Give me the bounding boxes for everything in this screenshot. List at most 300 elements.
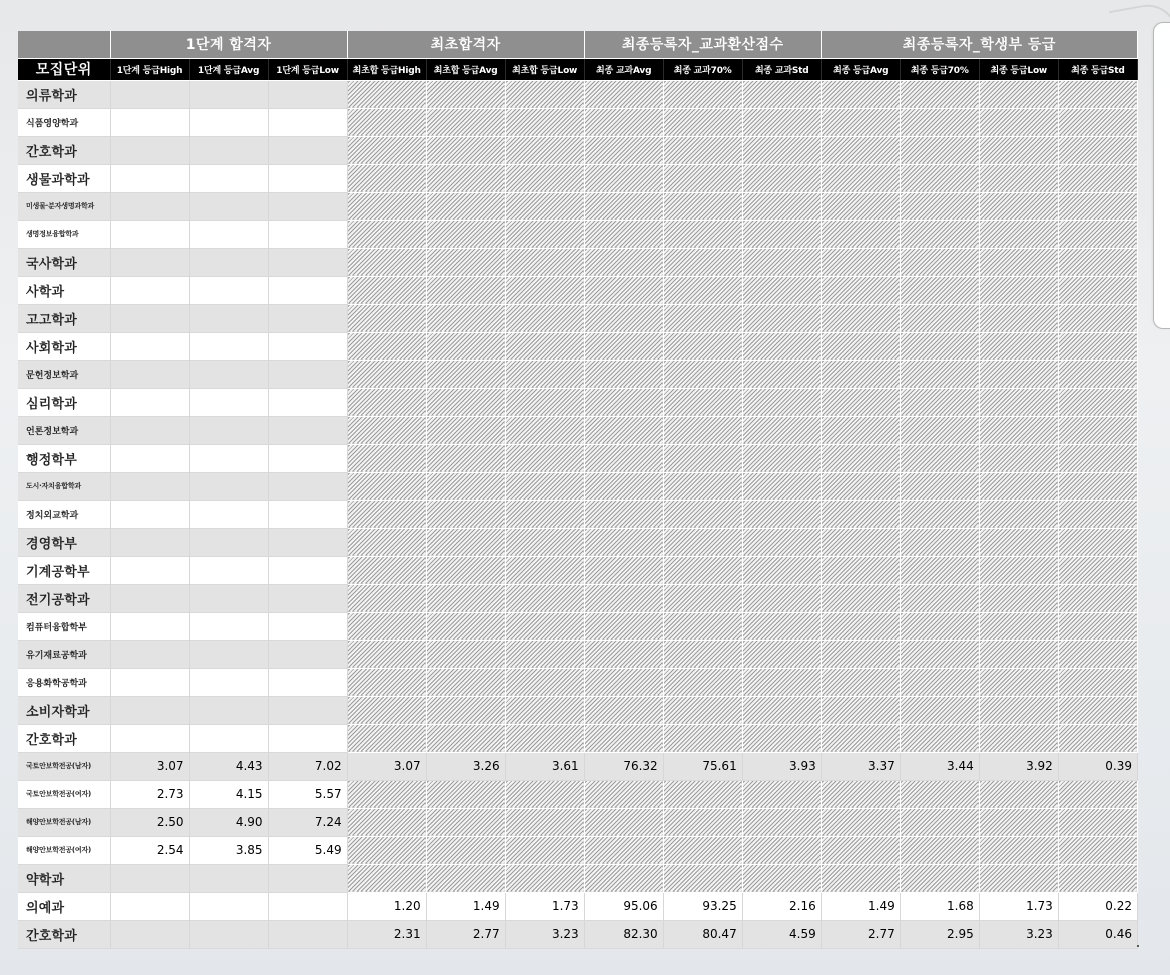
hatched-cell xyxy=(505,192,584,220)
column-header-initial-avg: 최초합 등급Avg xyxy=(426,58,505,80)
row-unit-cell: 전기공학과 xyxy=(18,584,110,612)
hatched-cell xyxy=(426,864,505,892)
hatched-cell xyxy=(821,108,900,136)
hatched-cell xyxy=(426,500,505,528)
hatched-cell xyxy=(505,640,584,668)
hatched-cell xyxy=(821,556,900,584)
table-row xyxy=(18,892,1138,920)
empty-cell xyxy=(189,360,268,388)
hatched-cell xyxy=(347,724,426,752)
hatched-cell xyxy=(584,556,663,584)
empty-cell xyxy=(110,192,189,220)
hatched-cell xyxy=(742,696,821,724)
hatched-cell xyxy=(1058,584,1137,612)
empty-cell xyxy=(189,584,268,612)
hatched-cell xyxy=(663,696,742,724)
hatched-cell xyxy=(821,136,900,164)
empty-cell xyxy=(268,360,347,388)
hatched-cell xyxy=(584,192,663,220)
hatched-cell xyxy=(1058,304,1137,332)
hatched-cell xyxy=(900,220,979,248)
empty-cell xyxy=(268,584,347,612)
hatched-cell xyxy=(821,724,900,752)
admission-results-table xyxy=(18,31,1138,949)
hatched-cell xyxy=(900,864,979,892)
hatched-cell xyxy=(979,360,1058,388)
hatched-cell xyxy=(426,724,505,752)
row-unit-cell: 간호학과 xyxy=(18,136,110,164)
empty-cell xyxy=(268,612,347,640)
hatched-cell xyxy=(742,864,821,892)
hatched-cell xyxy=(505,584,584,612)
hatched-cell xyxy=(1058,500,1137,528)
hatched-cell xyxy=(979,80,1058,108)
column-header-row xyxy=(18,58,1138,80)
hatched-cell xyxy=(426,220,505,248)
hatched-cell xyxy=(742,528,821,556)
value-cell: 3.26 xyxy=(426,752,505,780)
hatched-cell xyxy=(821,444,900,472)
column-header-initial-high: 최초합 등급High xyxy=(347,58,426,80)
hatched-cell xyxy=(347,584,426,612)
hatched-cell xyxy=(1058,416,1137,444)
value-cell: 7.24 xyxy=(268,808,347,836)
hatched-cell xyxy=(1058,612,1137,640)
hatched-cell xyxy=(979,136,1058,164)
hatched-cell xyxy=(505,780,584,808)
hatched-cell xyxy=(426,276,505,304)
table-row xyxy=(18,388,1138,416)
hatched-cell xyxy=(979,808,1058,836)
empty-cell xyxy=(110,920,189,948)
hatched-cell xyxy=(979,220,1058,248)
table-row xyxy=(18,864,1138,892)
hatched-cell xyxy=(663,528,742,556)
hatched-cell xyxy=(347,108,426,136)
hatched-cell xyxy=(663,640,742,668)
hatched-cell xyxy=(347,864,426,892)
hatched-cell xyxy=(584,808,663,836)
hatched-cell xyxy=(584,220,663,248)
empty-cell xyxy=(110,332,189,360)
table-row xyxy=(18,248,1138,276)
empty-cell xyxy=(110,696,189,724)
hatched-cell xyxy=(1058,360,1137,388)
hatched-cell xyxy=(584,668,663,696)
hatched-cell xyxy=(742,640,821,668)
row-unit-cell: 간호학과 xyxy=(18,724,110,752)
hatched-cell xyxy=(742,416,821,444)
hatched-cell xyxy=(900,584,979,612)
hatched-cell xyxy=(347,556,426,584)
hatched-cell xyxy=(900,360,979,388)
empty-cell xyxy=(268,304,347,332)
hatched-cell xyxy=(900,444,979,472)
value-cell: 0.22 xyxy=(1058,892,1137,920)
hatched-cell xyxy=(505,836,584,864)
table-row xyxy=(18,808,1138,836)
hatched-cell xyxy=(900,332,979,360)
table-row xyxy=(18,108,1138,136)
hatched-cell xyxy=(979,836,1058,864)
hatched-cell xyxy=(584,612,663,640)
hatched-cell xyxy=(821,584,900,612)
hatched-cell xyxy=(584,136,663,164)
empty-cell xyxy=(189,472,268,500)
row-unit-cell: 생명정보융합학과 xyxy=(18,220,110,248)
hatched-cell xyxy=(505,388,584,416)
hatched-cell xyxy=(426,360,505,388)
hatched-cell xyxy=(347,220,426,248)
table-row xyxy=(18,668,1138,696)
hatched-cell xyxy=(979,612,1058,640)
empty-cell xyxy=(110,360,189,388)
hatched-cell xyxy=(821,332,900,360)
hatched-cell xyxy=(347,836,426,864)
hatched-cell xyxy=(742,360,821,388)
empty-cell xyxy=(189,388,268,416)
hatched-cell xyxy=(663,108,742,136)
empty-cell xyxy=(110,612,189,640)
empty-cell xyxy=(268,556,347,584)
empty-cell xyxy=(189,164,268,192)
row-unit-cell: 약학과 xyxy=(18,864,110,892)
hatched-cell xyxy=(979,864,1058,892)
column-header-final-score-avg: 최종 교과Avg xyxy=(584,58,663,80)
value-cell: 0.46 xyxy=(1058,920,1137,948)
group-header-stage1: 1단계 합격자 xyxy=(110,31,347,58)
hatched-cell xyxy=(663,612,742,640)
hatched-cell xyxy=(742,444,821,472)
row-unit-cell: 행정학부 xyxy=(18,444,110,472)
hatched-cell xyxy=(979,500,1058,528)
value-cell: 3.61 xyxy=(505,752,584,780)
hatched-cell xyxy=(900,836,979,864)
hatched-cell xyxy=(979,528,1058,556)
hatched-cell xyxy=(663,584,742,612)
hatched-cell xyxy=(584,80,663,108)
empty-cell xyxy=(110,500,189,528)
empty-cell xyxy=(268,416,347,444)
empty-cell xyxy=(110,444,189,472)
hatched-cell xyxy=(742,612,821,640)
hatched-cell xyxy=(979,332,1058,360)
hatched-cell xyxy=(742,248,821,276)
value-cell: 2.31 xyxy=(347,920,426,948)
group-header-final-score: 최종등록자_교과환산점수 xyxy=(584,31,821,58)
empty-cell xyxy=(189,864,268,892)
hatched-cell xyxy=(979,248,1058,276)
hatched-cell xyxy=(742,556,821,584)
empty-cell xyxy=(110,164,189,192)
column-header-final-score-70: 최종 교과70% xyxy=(663,58,742,80)
hatched-cell xyxy=(821,500,900,528)
column-header-unit: 모집단위 xyxy=(18,58,110,80)
empty-cell xyxy=(110,136,189,164)
empty-cell xyxy=(189,80,268,108)
value-cell: 3.23 xyxy=(505,920,584,948)
empty-cell xyxy=(189,304,268,332)
row-unit-cell: 생물과학과 xyxy=(18,164,110,192)
table-row xyxy=(18,220,1138,248)
hatched-cell xyxy=(663,80,742,108)
group-header-final-grade: 최종등록자_학생부 등급 xyxy=(821,31,1137,58)
empty-cell xyxy=(268,80,347,108)
row-unit-cell: 정치외교학과 xyxy=(18,500,110,528)
hatched-cell xyxy=(900,108,979,136)
hatched-cell xyxy=(821,612,900,640)
hatched-cell xyxy=(505,500,584,528)
row-unit-cell: 의예과 xyxy=(18,892,110,920)
empty-cell xyxy=(189,248,268,276)
row-unit-cell: 국사학과 xyxy=(18,248,110,276)
hatched-cell xyxy=(1058,388,1137,416)
hatched-cell xyxy=(505,444,584,472)
hatched-cell xyxy=(742,136,821,164)
hatched-cell xyxy=(821,808,900,836)
empty-cell xyxy=(268,892,347,920)
hatched-cell xyxy=(347,80,426,108)
empty-cell xyxy=(110,472,189,500)
hatched-cell xyxy=(426,528,505,556)
hatched-cell xyxy=(979,668,1058,696)
empty-cell xyxy=(189,724,268,752)
hatched-cell xyxy=(505,136,584,164)
hatched-cell xyxy=(347,192,426,220)
hatched-cell xyxy=(900,192,979,220)
empty-cell xyxy=(268,444,347,472)
value-cell: 3.85 xyxy=(189,836,268,864)
hatched-cell xyxy=(821,220,900,248)
value-cell: 2.77 xyxy=(821,920,900,948)
hatched-cell xyxy=(426,808,505,836)
hatched-cell xyxy=(663,864,742,892)
empty-cell xyxy=(110,724,189,752)
hatched-cell xyxy=(663,668,742,696)
empty-cell xyxy=(189,416,268,444)
table-row xyxy=(18,584,1138,612)
row-unit-cell: 해양안보학전공(여자) xyxy=(18,836,110,864)
hatched-cell xyxy=(979,108,1058,136)
hatched-cell xyxy=(347,780,426,808)
hatched-cell xyxy=(821,304,900,332)
empty-cell xyxy=(110,640,189,668)
hatched-cell xyxy=(505,332,584,360)
table-row xyxy=(18,556,1138,584)
empty-cell xyxy=(189,332,268,360)
empty-cell xyxy=(110,248,189,276)
hatched-cell xyxy=(742,332,821,360)
hatched-cell xyxy=(584,836,663,864)
row-unit-cell: 소비자학과 xyxy=(18,696,110,724)
hatched-cell xyxy=(426,192,505,220)
hatched-cell xyxy=(426,612,505,640)
hatched-cell xyxy=(663,248,742,276)
hatched-cell xyxy=(347,416,426,444)
hatched-cell xyxy=(663,276,742,304)
empty-cell xyxy=(268,108,347,136)
hatched-cell xyxy=(821,416,900,444)
value-cell: 3.92 xyxy=(979,752,1058,780)
hatched-cell xyxy=(426,136,505,164)
hatched-cell xyxy=(821,864,900,892)
hatched-cell xyxy=(505,80,584,108)
hatched-cell xyxy=(1058,864,1137,892)
empty-cell xyxy=(189,892,268,920)
hatched-cell xyxy=(584,864,663,892)
hatched-cell xyxy=(663,500,742,528)
empty-cell xyxy=(268,724,347,752)
value-cell: 1.49 xyxy=(426,892,505,920)
hatched-cell xyxy=(979,304,1058,332)
hatched-cell xyxy=(505,276,584,304)
hatched-cell xyxy=(979,388,1058,416)
hatched-cell xyxy=(821,668,900,696)
hatched-cell xyxy=(347,640,426,668)
empty-cell xyxy=(268,696,347,724)
table-corner-marker xyxy=(1137,945,1139,947)
table-row xyxy=(18,752,1138,780)
hatched-cell xyxy=(663,360,742,388)
hatched-cell xyxy=(505,808,584,836)
hatched-cell xyxy=(821,640,900,668)
hatched-cell xyxy=(742,304,821,332)
table-row xyxy=(18,80,1138,108)
empty-cell xyxy=(189,556,268,584)
hatched-cell xyxy=(1058,780,1137,808)
column-header-final-score-std: 최종 교과Std xyxy=(742,58,821,80)
row-unit-cell: 기계공학부 xyxy=(18,556,110,584)
hatched-cell xyxy=(979,556,1058,584)
table-row xyxy=(18,164,1138,192)
hatched-cell xyxy=(584,388,663,416)
value-cell: 2.50 xyxy=(110,808,189,836)
hatched-cell xyxy=(347,360,426,388)
hatched-cell xyxy=(742,80,821,108)
hatched-cell xyxy=(1058,556,1137,584)
hatched-cell xyxy=(347,500,426,528)
value-cell: 4.59 xyxy=(742,920,821,948)
hatched-cell xyxy=(979,640,1058,668)
value-cell: 2.95 xyxy=(900,920,979,948)
value-cell: 3.37 xyxy=(821,752,900,780)
hatched-cell xyxy=(584,276,663,304)
empty-cell xyxy=(268,192,347,220)
hatched-cell xyxy=(584,500,663,528)
value-cell: 7.02 xyxy=(268,752,347,780)
hatched-cell xyxy=(742,164,821,192)
value-cell: 82.30 xyxy=(584,920,663,948)
hatched-cell xyxy=(900,612,979,640)
hatched-cell xyxy=(426,388,505,416)
hatched-cell xyxy=(347,332,426,360)
hatched-cell xyxy=(347,164,426,192)
hatched-cell xyxy=(584,304,663,332)
table-row xyxy=(18,500,1138,528)
hatched-cell xyxy=(347,136,426,164)
hatched-cell xyxy=(900,500,979,528)
hatched-cell xyxy=(979,584,1058,612)
hatched-cell xyxy=(663,472,742,500)
empty-cell xyxy=(110,892,189,920)
hatched-cell xyxy=(347,808,426,836)
empty-cell xyxy=(268,276,347,304)
hatched-cell xyxy=(742,192,821,220)
table-body xyxy=(18,80,1138,948)
hatched-cell xyxy=(900,696,979,724)
value-cell: 3.23 xyxy=(979,920,1058,948)
hatched-cell xyxy=(426,416,505,444)
value-cell: 1.68 xyxy=(900,892,979,920)
empty-cell xyxy=(189,276,268,304)
hatched-cell xyxy=(347,528,426,556)
hatched-cell xyxy=(584,780,663,808)
empty-cell xyxy=(189,136,268,164)
hatched-cell xyxy=(1058,192,1137,220)
hatched-cell xyxy=(979,192,1058,220)
hatched-cell xyxy=(663,388,742,416)
empty-cell xyxy=(189,444,268,472)
hatched-cell xyxy=(426,304,505,332)
value-cell: 80.47 xyxy=(663,920,742,948)
value-cell: 95.06 xyxy=(584,892,663,920)
hatched-cell xyxy=(584,164,663,192)
hatched-cell xyxy=(900,472,979,500)
row-unit-cell: 경영학부 xyxy=(18,528,110,556)
side-panel-tab[interactable] xyxy=(1153,22,1170,329)
hatched-cell xyxy=(347,248,426,276)
empty-cell xyxy=(189,528,268,556)
hatched-cell xyxy=(1058,472,1137,500)
hatched-cell xyxy=(347,444,426,472)
hatched-cell xyxy=(979,164,1058,192)
hatched-cell xyxy=(426,780,505,808)
hatched-cell xyxy=(742,836,821,864)
empty-cell xyxy=(268,864,347,892)
row-unit-cell: 미생물·분자생명과학과 xyxy=(18,192,110,220)
value-cell: 4.90 xyxy=(189,808,268,836)
hatched-cell xyxy=(742,220,821,248)
hatched-cell xyxy=(1058,108,1137,136)
hatched-cell xyxy=(821,472,900,500)
table-row xyxy=(18,304,1138,332)
hatched-cell xyxy=(742,108,821,136)
hatched-cell xyxy=(821,164,900,192)
hatched-cell xyxy=(821,276,900,304)
hatched-cell xyxy=(347,696,426,724)
row-unit-cell: 국토안보학전공(남자) xyxy=(18,752,110,780)
group-header-initial: 최초합격자 xyxy=(347,31,584,58)
hatched-cell xyxy=(347,276,426,304)
hatched-cell xyxy=(742,276,821,304)
empty-cell xyxy=(268,528,347,556)
table-row xyxy=(18,612,1138,640)
hatched-cell xyxy=(505,108,584,136)
row-unit-cell: 간호학과 xyxy=(18,920,110,948)
hatched-cell xyxy=(1058,696,1137,724)
hatched-cell xyxy=(979,472,1058,500)
hatched-cell xyxy=(900,276,979,304)
column-header-initial-low: 최초합 등급Low xyxy=(505,58,584,80)
hatched-cell xyxy=(347,388,426,416)
table-row xyxy=(18,696,1138,724)
group-header-blank xyxy=(18,31,110,58)
empty-cell xyxy=(110,668,189,696)
hatched-cell xyxy=(663,304,742,332)
empty-cell xyxy=(268,164,347,192)
row-unit-cell: 의류학과 xyxy=(18,80,110,108)
hatched-cell xyxy=(821,836,900,864)
